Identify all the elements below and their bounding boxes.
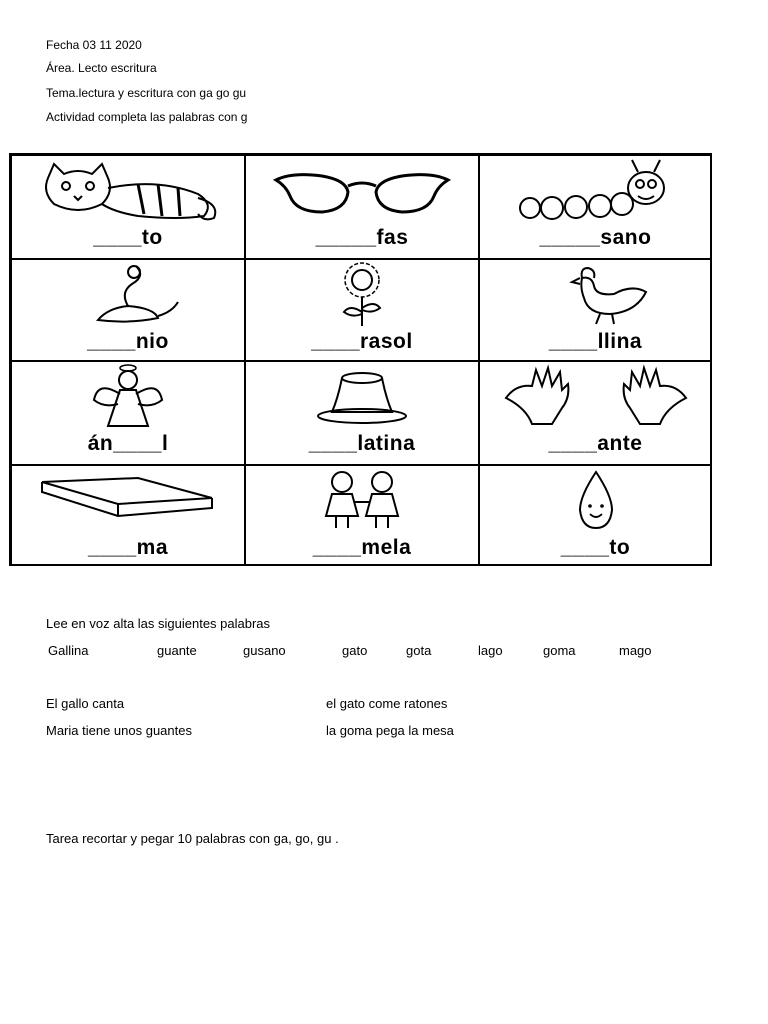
activity-line: Actividad completa las palabras con g: [46, 110, 248, 124]
sentence-left-1: El gallo canta: [46, 696, 125, 711]
word-blank-5: ____rasol: [311, 330, 413, 353]
word-blank-3: _____sano: [539, 226, 652, 249]
eraser-icon: [12, 468, 244, 532]
caterpillar-icon: [480, 158, 711, 222]
glasses-icon: [246, 158, 478, 222]
sentence-right-2: la goma pega la mesa: [326, 723, 454, 738]
topic-line: Tema.lectura y escritura con ga go gu: [46, 86, 247, 100]
word-goma: goma: [543, 643, 576, 658]
homework-line: Tarea recortar y pegar 10 palabras con ga, go, gu .: [46, 831, 339, 846]
word-lago: lago: [478, 643, 503, 658]
grid-cell-1: [11, 155, 245, 259]
word-blank-6: ____llina: [548, 330, 643, 353]
word-guante: guante: [157, 643, 197, 658]
grid-cell-11: [245, 465, 479, 566]
sunflower-icon: [246, 262, 478, 326]
word-blank-8: ____latina: [308, 432, 416, 455]
grid-cell-5: [245, 259, 479, 361]
gelatin-icon: [246, 364, 478, 428]
word-blank-12: ____to: [560, 536, 631, 559]
genie-lamp-icon: [12, 262, 244, 326]
word-grid: [9, 153, 712, 566]
word-gusano: gusano: [243, 643, 286, 658]
word-mago: mago: [619, 643, 652, 658]
drop-icon: [480, 468, 711, 532]
word-gota: gota: [406, 643, 432, 658]
twins-icon: [246, 468, 478, 532]
word-blank-11: ____mela: [312, 536, 412, 559]
grid-cell-9: [479, 361, 712, 465]
word-gallina: Gallina: [48, 643, 89, 658]
sentence-left-2: Maria tiene unos guantes: [46, 723, 192, 738]
grid-cell-4: [11, 259, 245, 361]
word-blank-1: ____to: [93, 226, 163, 249]
reading-instruction: Lee en voz alta las siguientes palabras: [46, 616, 271, 631]
grid-cell-10: [11, 465, 245, 566]
hen-icon: [480, 262, 711, 326]
cat-icon: [12, 158, 244, 222]
angel-icon: [12, 364, 244, 428]
grid-cell-6: [479, 259, 712, 361]
grid-cell-3: [479, 155, 712, 259]
grid-cell-2: [245, 155, 479, 259]
sentence-right-1: el gato come ratones: [326, 696, 448, 711]
grid-cell-7: [11, 361, 245, 465]
word-blank-9: ____ante: [548, 432, 643, 455]
grid-cell-8: [245, 361, 479, 465]
date-line: Fecha 03 11 2020: [46, 38, 142, 52]
area-line: Área. Lecto escritura: [46, 61, 157, 75]
word-gato: gato: [342, 643, 368, 658]
word-blank-2: _____fas: [315, 226, 409, 249]
gloves-icon: [480, 364, 711, 428]
word-blank-4: ____nio: [87, 330, 169, 353]
word-blank-10: ____ma: [87, 536, 169, 559]
word-blank-7: án____l: [87, 432, 169, 455]
grid-cell-12: [479, 465, 712, 566]
